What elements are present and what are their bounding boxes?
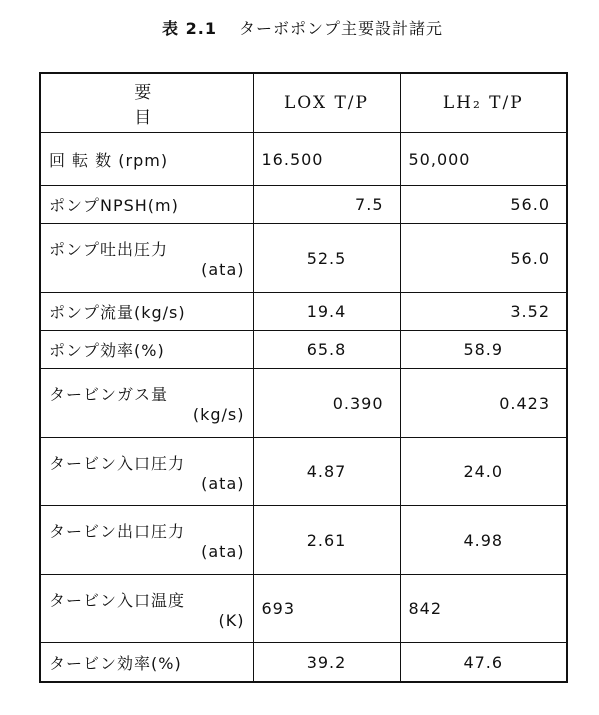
table-row	[40, 331, 567, 369]
cell-lox: 39.2	[253, 643, 400, 682]
row-label-unit: (ata)	[201, 260, 245, 280]
cell-lh2: 0.423	[400, 369, 567, 438]
cell-lh2: 4.98	[400, 506, 567, 575]
row-label	[40, 369, 253, 438]
table-title: ターボポンプ主要設計諸元	[238, 19, 443, 38]
row-label-text: タービン効率(%)	[49, 653, 182, 673]
row-label	[40, 186, 253, 224]
cell-lox: 52.5	[253, 224, 400, 293]
table-row	[40, 437, 567, 506]
table-row	[40, 369, 567, 438]
cell-lox: 19.4	[253, 292, 400, 330]
row-label-text: タービン入口圧力	[49, 453, 186, 473]
cell-lox: 4.87	[253, 437, 400, 506]
row-label-text: タービンガス量	[49, 385, 169, 405]
header-item: 要 目	[40, 73, 253, 133]
row-label	[40, 292, 253, 330]
spec-table	[39, 72, 568, 683]
table-row	[40, 186, 567, 224]
row-label-text: ポンプ効率(%)	[49, 341, 165, 361]
row-label-text: ポンプNPSH(m)	[49, 196, 179, 216]
cell-lh2: 3.52	[400, 292, 567, 330]
row-label-unit: (ata)	[201, 473, 245, 493]
cell-lox: 16.500	[253, 133, 400, 186]
row-label	[40, 331, 253, 369]
row-label	[40, 643, 253, 682]
cell-lh2: 47.6	[400, 643, 567, 682]
cell-lox: 0.390	[253, 369, 400, 438]
header-lox: LOX T/P	[253, 73, 400, 133]
cell-lox: 65.8	[253, 331, 400, 369]
row-label-text: ポンプ吐出圧力	[49, 240, 169, 260]
cell-lh2: 842	[400, 574, 567, 643]
row-label	[40, 224, 253, 293]
table-row	[40, 292, 567, 330]
row-label	[40, 506, 253, 575]
table-caption	[0, 16, 599, 39]
cell-lh2: 24.0	[400, 437, 567, 506]
table-row	[40, 224, 567, 293]
cell-lox: 693	[253, 574, 400, 643]
cell-lh2: 50,000	[400, 133, 567, 186]
row-label-text: ポンプ流量(kg/s)	[49, 302, 186, 322]
row-label	[40, 574, 253, 643]
cell-lh2: 56.0	[400, 186, 567, 224]
row-label-unit: (K)	[218, 610, 245, 630]
row-label-text: 回 転 数 (rpm)	[49, 150, 169, 170]
table-row	[40, 643, 567, 682]
table-header-row	[40, 73, 567, 133]
table-row	[40, 133, 567, 186]
row-label-text: タービン出口圧力	[49, 522, 186, 542]
table-number: 表 2.1	[162, 19, 217, 38]
cell-lox: 2.61	[253, 506, 400, 575]
cell-lh2: 56.0	[400, 224, 567, 293]
row-label	[40, 437, 253, 506]
cell-lox: 7.5	[253, 186, 400, 224]
row-label-unit: (ata)	[201, 542, 245, 562]
table-row	[40, 574, 567, 643]
table-row	[40, 506, 567, 575]
row-label	[40, 133, 253, 186]
row-label-unit: (kg/s)	[192, 405, 245, 425]
cell-lh2: 58.9	[400, 331, 567, 369]
header-lh2: LH₂ T/P	[400, 73, 567, 133]
row-label-text: タービン入口温度	[49, 590, 186, 610]
